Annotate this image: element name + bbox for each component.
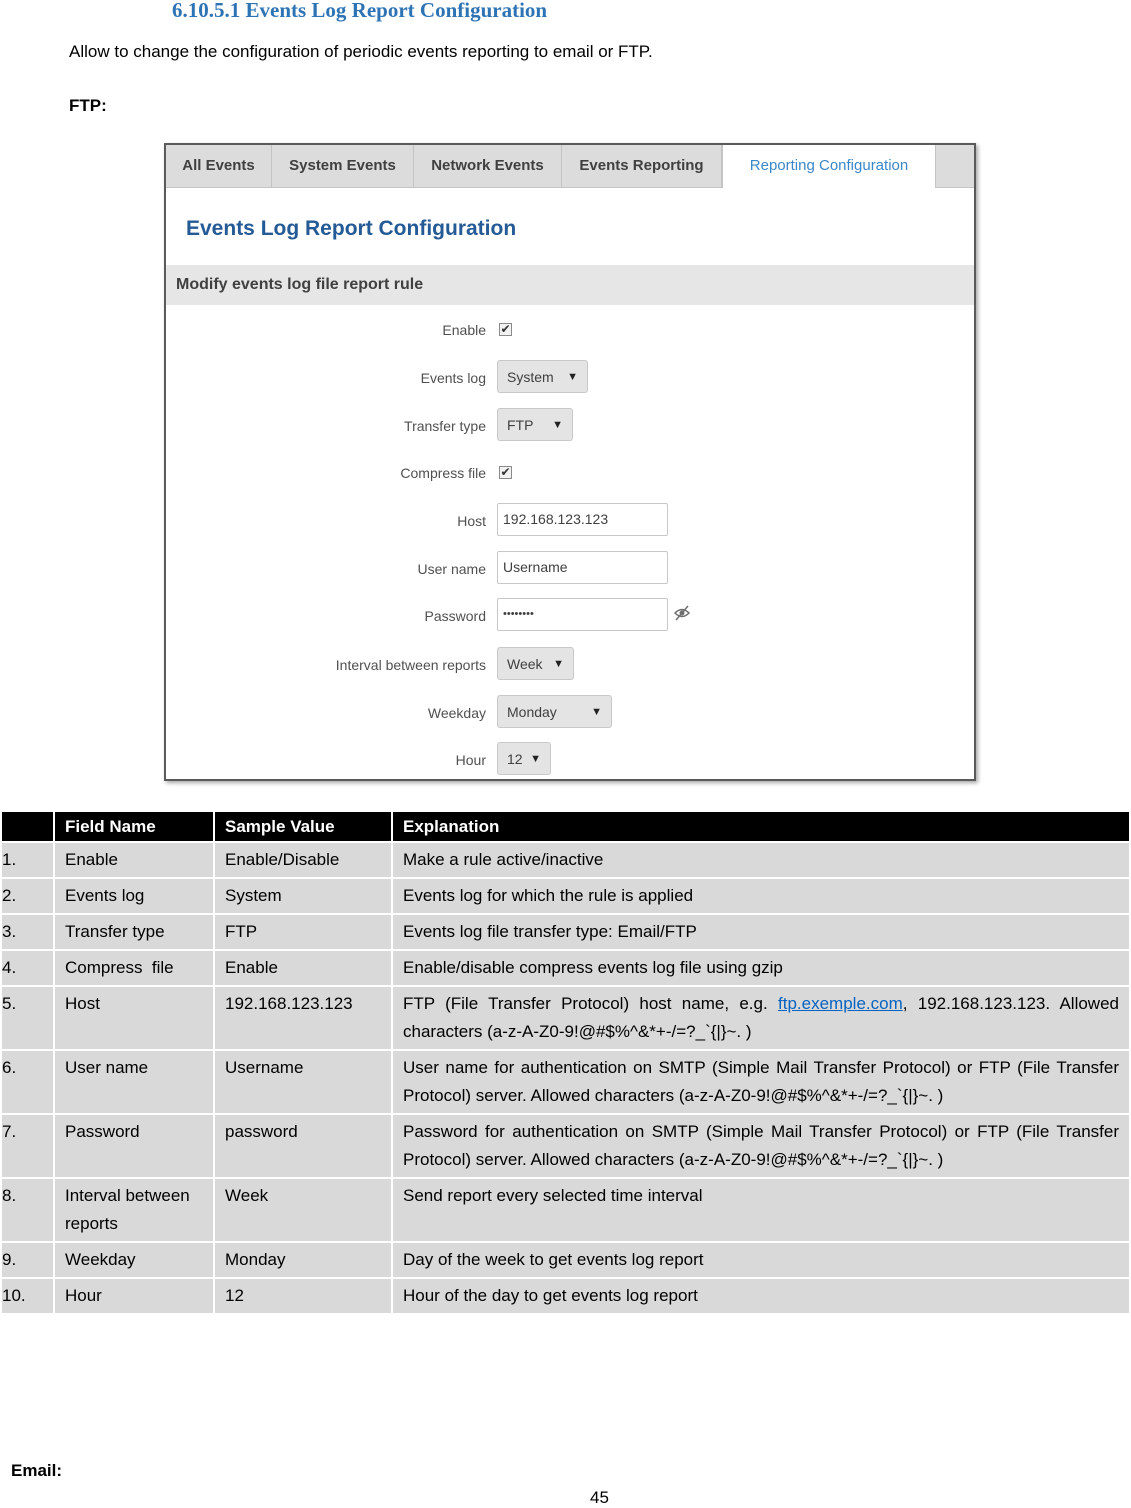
host-label: Host: [457, 513, 486, 529]
row-number: 10.: [2, 1279, 53, 1313]
events-log-label: Events log: [420, 370, 486, 386]
explanation: [393, 987, 1129, 1049]
transfer-type-label: Transfer type: [404, 418, 486, 434]
row-password: [166, 598, 974, 634]
row-host: [166, 503, 974, 539]
interval-label: Interval between reports: [335, 657, 486, 673]
row-compress: [166, 455, 974, 491]
explanation: Hour of the day to get events log report: [393, 1279, 1129, 1313]
field-name: Events log: [55, 879, 213, 913]
field-name: User name: [55, 1051, 213, 1113]
tab-network-events[interactable]: Network Events: [414, 145, 562, 187]
sample-value: FTP: [215, 915, 391, 949]
field-name: Host: [55, 987, 213, 1049]
password-label: Password: [424, 608, 486, 624]
table-header-row: [2, 812, 1129, 841]
ftp-label: FTP:: [69, 96, 107, 115]
row-transfer-type: [166, 408, 974, 444]
chevron-down-icon: ▼: [567, 371, 578, 383]
table-row: [2, 1243, 1129, 1277]
sample-value: Week: [215, 1179, 391, 1241]
header-sample-value: Sample Value: [215, 812, 391, 841]
explanation: Day of the week to get events log report: [393, 1243, 1129, 1277]
user-label: User name: [417, 561, 486, 577]
eye-slash-icon[interactable]: [673, 604, 691, 622]
interval-value: Week: [507, 656, 543, 672]
panel-title: Events Log Report Configuration: [186, 217, 517, 240]
compress-label: Compress file: [400, 465, 486, 481]
tab-reporting-configuration[interactable]: Reporting Configuration: [722, 145, 936, 188]
row-interval: [166, 647, 974, 683]
header-number: [2, 812, 53, 841]
ftp-example-link[interactable]: ftp.exemple.com: [778, 994, 903, 1013]
field-name: Password: [55, 1115, 213, 1177]
table-row: [2, 987, 1129, 1049]
explanation: Events log for which the rule is applied: [393, 879, 1129, 913]
events-log-select[interactable]: [497, 360, 588, 393]
enable-checkbox[interactable]: ✔: [500, 322, 511, 336]
sample-value: Enable/Disable: [215, 843, 391, 877]
tab-system-events[interactable]: System Events: [272, 145, 414, 187]
table-row: [2, 1115, 1129, 1177]
sample-value: Monday: [215, 1243, 391, 1277]
row-number: 7.: [2, 1115, 53, 1177]
chevron-down-icon: ▼: [553, 658, 564, 670]
row-number: 6.: [2, 1051, 53, 1113]
tab-events-reporting[interactable]: Events Reporting: [562, 145, 722, 187]
router-config-screenshot: [164, 143, 976, 781]
sample-value: Enable: [215, 951, 391, 985]
row-number: 3.: [2, 915, 53, 949]
sample-value: System: [215, 879, 391, 913]
events-log-value: System: [507, 369, 554, 385]
row-hour: [166, 742, 974, 778]
explanation: Send report every selected time interval: [393, 1179, 1129, 1241]
table-row: [2, 843, 1129, 877]
field-name: Weekday: [55, 1243, 213, 1277]
row-number: 8.: [2, 1179, 53, 1241]
row-number: 1.: [2, 843, 53, 877]
tab-bar: [166, 145, 974, 188]
explanation: Events log file transfer type: Email/FTP: [393, 915, 1129, 949]
header-explanation: Explanation: [393, 812, 1129, 841]
page-number: 45: [590, 1488, 609, 1507]
sample-value: 12: [215, 1279, 391, 1313]
field-name: Transfer type: [55, 915, 213, 949]
row-number: 9.: [2, 1243, 53, 1277]
section-heading: 6.10.5.1 Events Log Report Configuration: [172, 0, 548, 22]
host-input[interactable]: 192.168.123.123: [497, 503, 668, 536]
interval-select[interactable]: [497, 647, 574, 680]
row-events-log: [166, 360, 974, 396]
explanation-text: , 192.168.123.123. Allowed characters (a-z-A-Z0-9!@#$%^&*+-/=?_`{|}~. ): [403, 994, 1119, 1041]
field-name: Compress file: [55, 951, 213, 985]
explanation-text: FTP (File Transfer Protocol) host name, e.g.: [403, 994, 768, 1013]
transfer-type-value: FTP: [507, 417, 534, 433]
explanation: User name for authentication on SMTP (Simple Mail Transfer Protocol) or FTP (File Transfer Protocol) server. Allowed characters (a-z-A-Z0-9!@#$%^&*+-/=?_`{|}~. ): [393, 1051, 1129, 1113]
intro-text: Allow to change the configuration of periodic events reporting to email or FTP.: [69, 42, 653, 61]
hour-label: Hour: [455, 752, 486, 768]
explanation: Password for authentication on SMTP (Simple Mail Transfer Protocol) or FTP (File Transfer Protocol) server. Allowed characters (a-z-A-Z0-9!@#$%^&*+-/=?_`{|}~. ): [393, 1115, 1129, 1177]
chevron-down-icon: ▼: [552, 419, 563, 431]
hour-select[interactable]: [497, 742, 551, 775]
row-weekday: [166, 695, 974, 731]
weekday-label: Weekday: [427, 705, 486, 721]
field-name: Hour: [55, 1279, 213, 1313]
table-row: [2, 1279, 1129, 1313]
password-input[interactable]: ••••••••: [497, 598, 668, 631]
sample-value: 192.168.123.123: [215, 987, 391, 1049]
transfer-type-select[interactable]: [497, 408, 573, 441]
email-label: Email:: [11, 1461, 63, 1480]
sample-value: password: [215, 1115, 391, 1177]
chevron-down-icon: ▼: [591, 706, 602, 718]
header-field-name: Field Name: [55, 812, 213, 841]
tab-all-events[interactable]: All Events: [166, 145, 272, 187]
compress-checkbox[interactable]: ✔: [500, 465, 511, 479]
table-row: [2, 1051, 1129, 1113]
chevron-down-icon: ▼: [530, 753, 541, 765]
weekday-value: Monday: [507, 704, 557, 720]
table-row: [2, 915, 1129, 949]
field-name: Interval between reports: [55, 1179, 213, 1241]
row-number: 2.: [2, 879, 53, 913]
table-row: [2, 1179, 1129, 1241]
explanation: Make a rule active/inactive: [393, 843, 1129, 877]
hour-value: 12: [507, 751, 523, 767]
row-user: [166, 551, 974, 587]
row-number: 5.: [2, 987, 53, 1049]
row-enable: [166, 312, 974, 348]
section-bar: Modify events log file report rule: [166, 265, 974, 305]
weekday-select[interactable]: [497, 695, 612, 728]
enable-label: Enable: [442, 322, 486, 338]
username-input[interactable]: Username: [497, 551, 668, 584]
table-row: [2, 951, 1129, 985]
sample-value: Username: [215, 1051, 391, 1113]
field-name: Enable: [55, 843, 213, 877]
row-number: 4.: [2, 951, 53, 985]
explanation: Enable/disable compress events log file using gzip: [393, 951, 1129, 985]
field-reference-table: [0, 810, 1131, 1315]
table-row: [2, 879, 1129, 913]
